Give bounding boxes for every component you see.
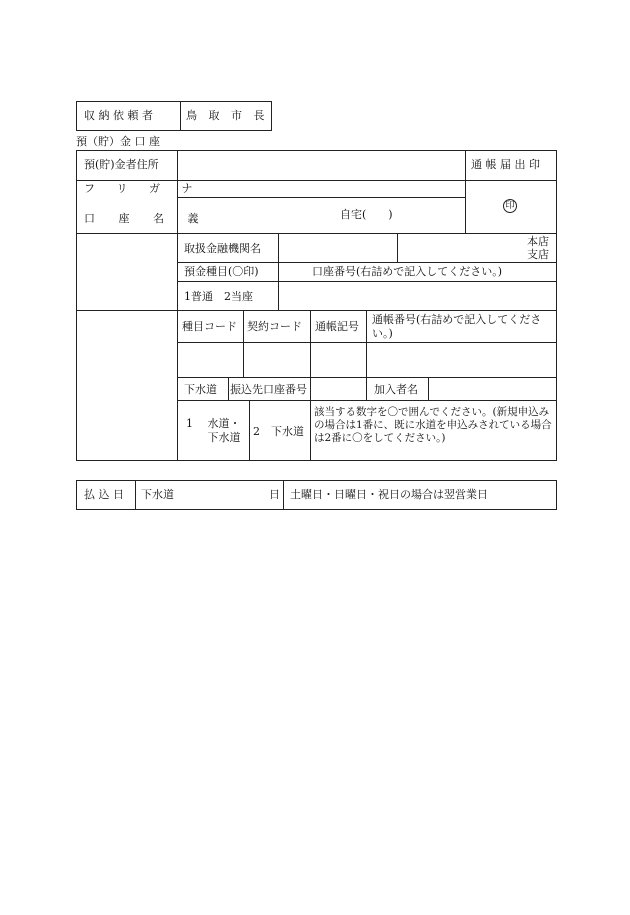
contract-code-field[interactable]	[244, 343, 309, 376]
rule	[135, 480, 136, 510]
depositor-address-label: 預(貯)金者住所	[84, 158, 159, 171]
payment-date-label: 払 込 日	[84, 488, 124, 501]
rule	[177, 262, 557, 263]
furigana-field[interactable]	[178, 181, 464, 197]
seal-icon: 印	[503, 199, 517, 213]
passbook-seal-label: 通 帳 届 出 印	[471, 158, 540, 171]
depositor-address-field[interactable]	[178, 151, 464, 180]
contract-code-label: 契約コード	[247, 320, 302, 333]
option-2[interactable]: 2 下水道	[253, 425, 304, 438]
instruction-text: 該当する数字を〇で囲んでください。(新規申込みの場合は1番に、既に水道を申込みされている場合は2番に〇をしてください。)	[314, 406, 552, 445]
type-code-label: 種目コード	[182, 320, 237, 333]
account-number-field[interactable]	[279, 282, 556, 310]
furigana-label: フ リ ガ ナ	[84, 182, 202, 195]
branch-sub-label: 支店	[527, 248, 549, 261]
transfer-account-label: 振込先口座番号	[230, 383, 307, 396]
sewer-label: 下水道	[184, 383, 217, 396]
home-phone-label: 自宅( )	[340, 208, 393, 221]
type-code-field[interactable]	[178, 343, 242, 376]
deposit-type-options[interactable]: 1普通 2当座	[184, 290, 253, 303]
bank-label: 取扱金融機関名	[184, 242, 261, 255]
passbook-symbol-label: 通帳記号	[315, 320, 359, 333]
deposit-type-label: 預金種目(〇印)	[184, 265, 259, 278]
requester-label: 収 納 依 頼 者	[84, 109, 153, 122]
rule	[177, 400, 557, 401]
account-number-label: 口座番号(右詰めで記入してください。)	[312, 265, 503, 278]
passbook-number-field[interactable]	[367, 343, 556, 376]
passbook-number-label: 通帳番号(右詰めで記入してください。)	[372, 313, 542, 340]
section-title: 預（貯）金 口 座	[76, 135, 160, 148]
rule	[228, 377, 229, 400]
option-1-number[interactable]: 1	[186, 417, 193, 430]
rule	[177, 197, 465, 198]
rule	[283, 480, 284, 510]
rule	[310, 310, 311, 461]
rule	[397, 233, 398, 262]
rule	[465, 150, 466, 233]
requester-divider	[180, 101, 181, 131]
requester-value: 鳥 取 市 長	[186, 109, 269, 122]
option-1-text[interactable]: 水道・下水道	[207, 417, 241, 444]
passbook-symbol-field[interactable]	[311, 343, 365, 376]
rule	[76, 310, 557, 311]
bank-name-field[interactable]	[279, 234, 396, 262]
payment-sewer-label: 下水道	[141, 488, 174, 501]
payment-note: 土曜日・日曜日・祝日の場合は翌営業日	[290, 488, 488, 501]
account-name-label: 口 座 名 義	[84, 212, 209, 225]
subscriber-label: 加入者名	[374, 383, 418, 396]
branch-main-label: 本店	[527, 235, 549, 248]
rule	[249, 400, 250, 461]
subscriber-field[interactable]	[429, 378, 556, 400]
payment-day-label: 日	[269, 488, 280, 501]
